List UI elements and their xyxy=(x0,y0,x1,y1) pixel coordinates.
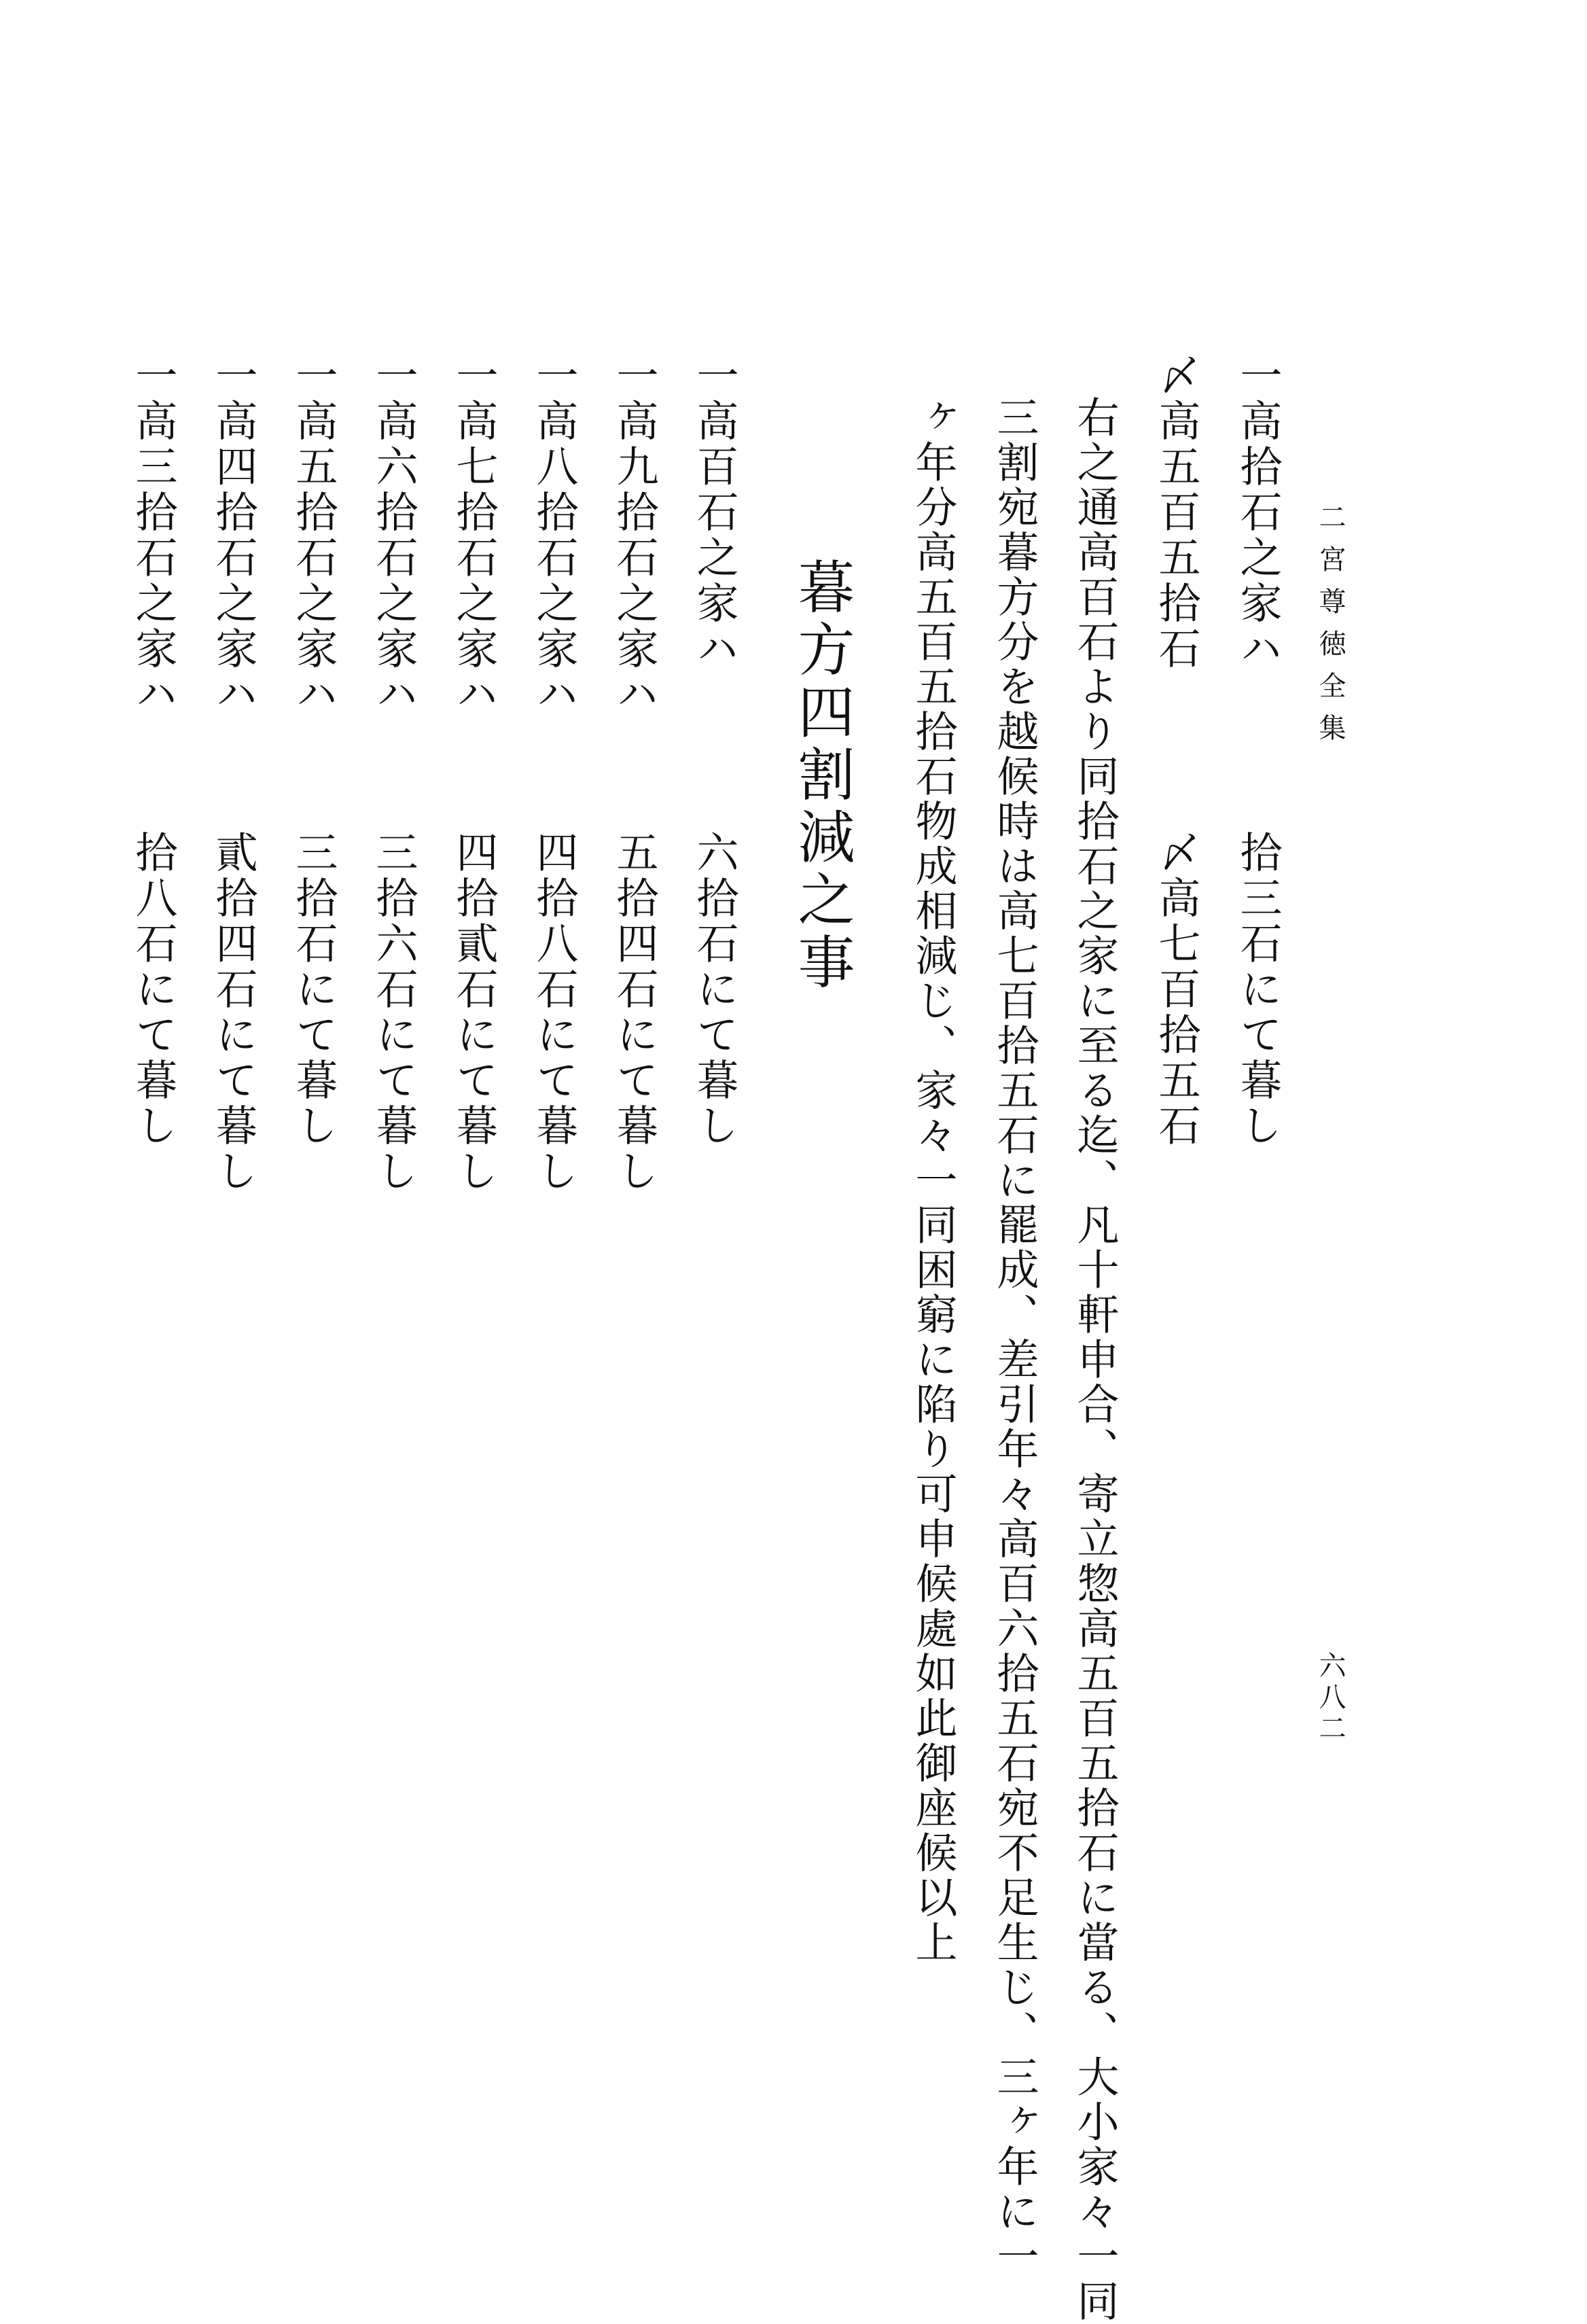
row-living: 三拾六石にて暮し xyxy=(369,830,418,1195)
entry-line-1-living: 拾三石にて暮し xyxy=(1233,830,1283,1149)
row-living: 四拾貳石にて暮し xyxy=(449,830,499,1195)
total-line-before: 〆高五百五拾石 xyxy=(1152,353,1201,672)
row-living: 貳拾四石にて暮し xyxy=(209,830,258,1195)
paragraph-line-1: 右之通高百石より同拾石之家に至る迄、凡十軒申合、寄立惣高五百五拾石に當る、大小家々一同 xyxy=(1070,395,1120,2324)
section-title: 暮方四割減之事 xyxy=(789,557,855,995)
row-household: 一高八拾石之家ハ xyxy=(529,353,579,718)
row-living: 六拾石にて暮し xyxy=(690,830,739,1149)
row-living: 四拾八石にて暮し xyxy=(529,830,579,1195)
row-household: 一高三拾石之家ハ xyxy=(128,353,178,718)
row-household: 一高七拾石之家ハ xyxy=(449,353,499,718)
row-household: 一高百石之家ハ xyxy=(690,353,739,672)
row-living: 三拾石にて暮し xyxy=(289,830,338,1149)
row-household: 一高五拾石之家ハ xyxy=(289,353,338,718)
paragraph-line-2: 三割宛暮方分を越候時は高七百拾五石に罷成、差引年々高百六拾五石宛不足生じ、三ヶ年に一 xyxy=(990,395,1039,2279)
book-title: 二宮尊徳全集 xyxy=(1315,503,1346,756)
row-household: 一高四拾石之家ハ xyxy=(209,353,258,718)
row-living: 拾八石にて暮し xyxy=(128,830,178,1149)
entry-line-1-household: 一高拾石之家ハ xyxy=(1233,353,1283,672)
total-line-after: 〆高七百拾五石 xyxy=(1152,830,1201,1149)
page-number: 六八二 xyxy=(1315,1651,1346,1745)
row-household: 一高六拾石之家ハ xyxy=(369,353,418,718)
row-living: 五拾四石にて暮し xyxy=(609,830,659,1195)
paragraph-line-3: ヶ年分高五百五拾石物成相減じ、家々一同困窮に陷り可申候處如此御座候以上 xyxy=(908,395,958,1965)
row-household: 一高九拾石之家ハ xyxy=(609,353,659,718)
